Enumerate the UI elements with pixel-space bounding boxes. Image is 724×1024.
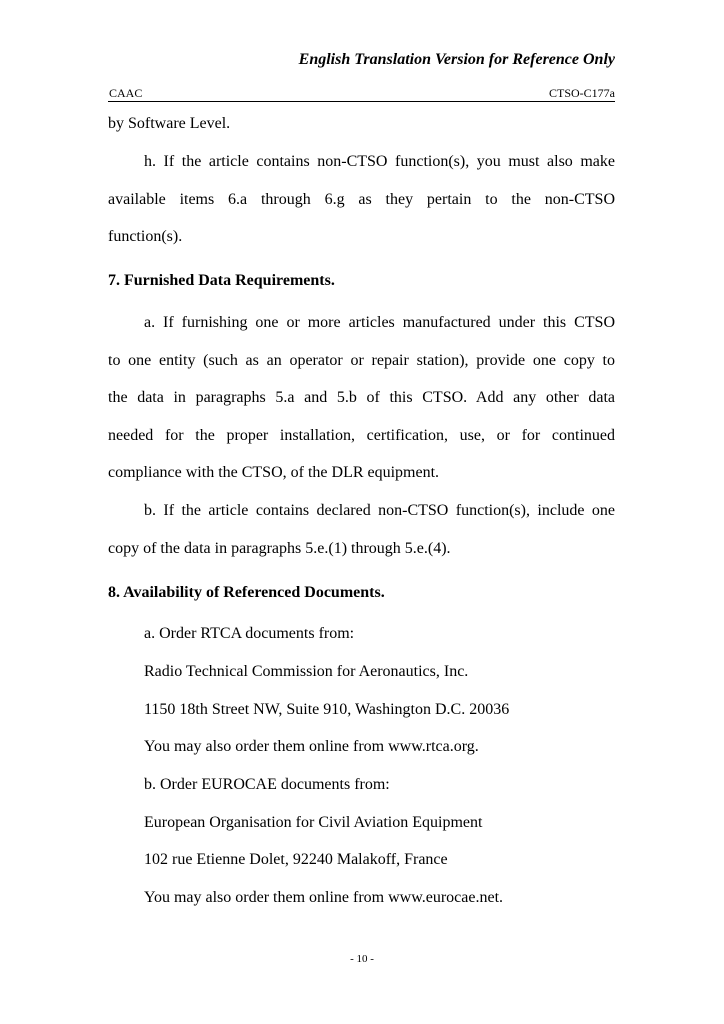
paragraph-7a-line: to one entity (such as an operator or repair station), provide one copy to — [108, 352, 615, 369]
paragraph-6h-line: h. If the article contains non-CTSO function(s), you must also make — [144, 153, 615, 170]
eurocae-website-line: You may also order them online from www.eurocae.net. — [144, 889, 504, 906]
section-8-heading: 8. Availability of Referenced Documents. — [108, 584, 385, 601]
header-organization: CAAC — [109, 86, 143, 100]
paragraph-7b-line: b. If the article contains declared non-CTSO function(s), include one — [144, 502, 615, 519]
running-header — [108, 85, 615, 102]
paragraph-8a-line: a. Order RTCA documents from: — [144, 625, 355, 642]
paragraph-6h-line: available items 6.a through 6.g as they pertain to the non-CTSO — [108, 191, 615, 208]
body-line: by Software Level. — [108, 115, 231, 132]
eurocae-address: 102 rue Etienne Dolet, 92240 Malakoff, France — [144, 851, 448, 868]
rtca-website-line: You may also order them online from www.rtca.org. — [144, 738, 479, 755]
translation-banner: English Translation Version for Reference Only — [298, 51, 615, 68]
section-7-heading: 7. Furnished Data Requirements. — [108, 272, 335, 289]
paragraph-7a-line: compliance with the CTSO, of the DLR equipment. — [108, 464, 440, 481]
paragraph-7a-line: the data in paragraphs 5.a and 5.b of this CTSO. Add any other data — [108, 389, 615, 406]
header-document-id: CTSO-C177a — [549, 86, 615, 100]
rtca-address: 1150 18th Street NW, Suite 910, Washington D.C. 20036 — [144, 701, 510, 718]
eurocae-organization-name: European Organisation for Civil Aviation Equipment — [144, 814, 483, 831]
paragraph-7a-line: a. If furnishing one or more articles manufactured under this CTSO — [144, 314, 615, 331]
page-number: - 10 - — [350, 953, 374, 965]
rtca-organization-name: Radio Technical Commission for Aeronautics, Inc. — [144, 663, 469, 680]
paragraph-6h-line: function(s). — [108, 228, 183, 245]
paragraph-8b-line: b. Order EUROCAE documents from: — [144, 776, 390, 793]
paragraph-7b-line: copy of the data in paragraphs 5.e.(1) through 5.e.(4). — [108, 540, 451, 557]
paragraph-7a-line: needed for the proper installation, certification, use, or for continued — [108, 427, 615, 444]
